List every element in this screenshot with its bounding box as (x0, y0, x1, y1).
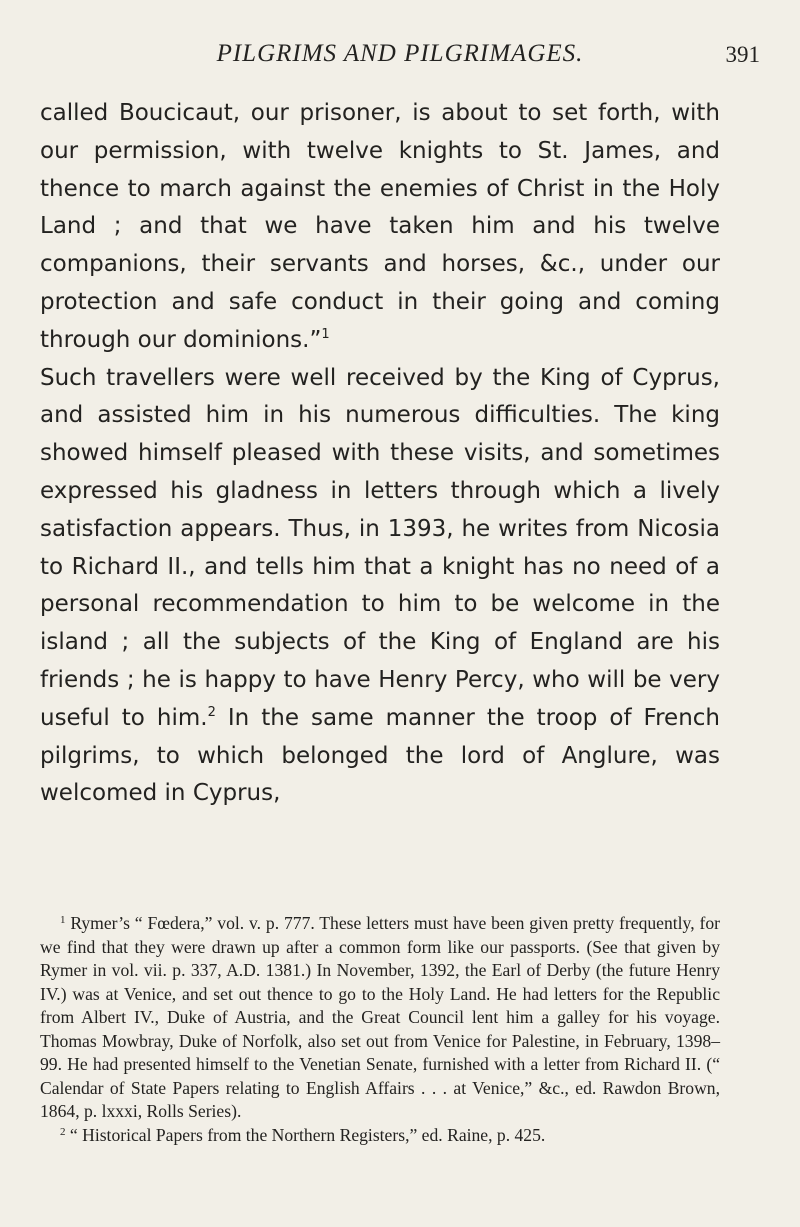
page-header (40, 40, 760, 80)
paragraph-continued (40, 95, 720, 360)
footnote (40, 912, 720, 1124)
footnote (40, 1124, 720, 1148)
footnotes (40, 912, 720, 1147)
paragraph (40, 360, 720, 814)
footnote-ref-2: 2 (207, 704, 216, 720)
paragraph-text: Such travellers were well received by the King of Cyprus, and assisted him in his numerous difficulties. The king showed himself pleased with these visits, and sometimes expressed his gladness in letters through which a lively satisfaction appears. Thus, in 1393, he writes from Nicosia to Richard II., and tells him that a knight has no need of a personal recommendation to him to be welcome in the island ; all the subjects of the King of England are his friends ; he is happy to have Henry Percy, who will be very useful to him. (40, 364, 720, 731)
footnote-text: “ Historical Papers from the Northern Registers,” ed. Raine, p. 425. (69, 1124, 546, 1145)
paragraph-text: called Boucicaut, our prisoner, is about to set forth, with our permission, with twelve knights to St. James, and thence to march against the enemies of Christ in the Holy Land ; and that we have taken him and his twelve companions, their servants and horses, &c., under our protection and safe conduct in their going and coming through our dominions.” (40, 100, 720, 353)
paragraph-text-continued: In the same manner the troop of French pilgrims, to which belonged the lord of Anglure, was welcomed in Cyprus, (40, 704, 721, 807)
main-text (40, 95, 720, 813)
page-number: 391 (725, 42, 760, 67)
footnote-ref-1: 1 (321, 326, 330, 342)
running-title: PILGRIMS AND PILGRIMAGES. (216, 40, 584, 67)
footnote-number: 1 (60, 914, 66, 926)
footnote-text: Rymer’s “ Fœdera,” vol. v. p. 777. These letters must have been given pretty frequently, for we find that they were drawn up after a common form like our passports. (See that given by Rymer in vol. vii. p. 337, A.D. 1381.) In November, 1392, the Earl of Derby (the future Henry IV.) was at Venice, and set out thence to go to the Holy Land. He had letters for the Republic from Albert IV., Duke of Austria, and the Great Council lent him a galley for his voyage. Thomas Mowbray, Duke of Norfolk, also set out from Venice for Palestine, in February, 1398–99. He had presented himself to the Venetian Senate, furnished with a letter from Richard II. (“ Calendar of State Papers relating to English Affairs . . . at Venice,” &c., ed. Rawdon Brown, 1864, p. lxxxi, Rolls Series). (40, 913, 720, 1121)
footnote-number: 2 (60, 1125, 66, 1138)
